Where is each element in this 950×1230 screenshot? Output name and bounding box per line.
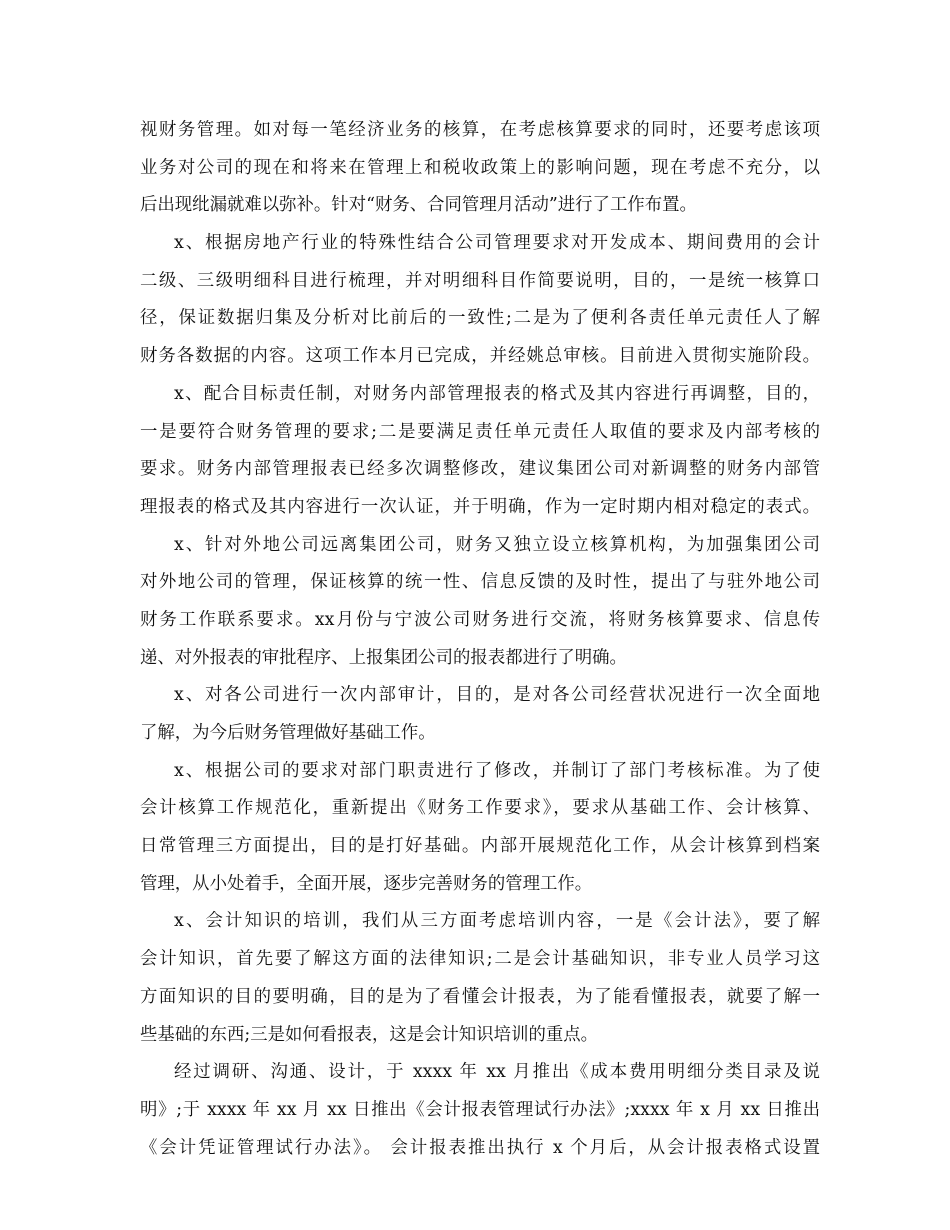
text-line: 些基础的东西;三是如何看报表，这是会计知识培训的重点。	[140, 1024, 599, 1045]
paragraph	[140, 677, 820, 752]
text-line: 方面知识的目的要明确，目的是为了看懂会计报表，为了能看懂报表，就要了解一	[140, 986, 820, 1007]
paragraph	[140, 903, 820, 1054]
text-line: 对外地公司的管理，保证核算的统一性、信息反馈的及时性，提出了与驻外地公司	[140, 572, 820, 593]
text-line: 径，保证数据归集及分析对比前后的一致性;二是为了便利各责任单元责任人了解	[140, 308, 820, 329]
text-line: 理报表的格式及其内容进行一次认证，并于明确，作为一定时期内相对稳定的表式。	[140, 496, 820, 517]
text-line: 《会计凭证管理试行办法》。 会计报表推出执行 x 个月后，从会计报表格式设置	[140, 1137, 820, 1158]
text-line: 财务工作联系要求。xx月份与宁波公司财务进行交流，将财务核算要求、信息传	[140, 609, 820, 630]
text-line: 经过调研、沟通、设计，于 xxxx 年 xx 月推出《成本费用明细分类目录及说	[174, 1062, 820, 1083]
paragraph	[140, 112, 820, 225]
text-line: 了解，为今后财务管理做好基础工作。	[140, 723, 436, 743]
text-line: 业务对公司的现在和将来在管理上和税收政策上的影响问题，现在考虑不充分，以	[140, 157, 820, 178]
text-line: x、对各公司进行一次内部审计，目的，是对各公司经营状况进行一次全面地	[174, 685, 820, 706]
text-line: 财务各数据的内容。这项工作本月已完成，并经姚总审核。目前进入贯彻实施阶段。	[140, 346, 820, 367]
text-line: 会计核算工作规范化，重新提出《财务工作要求》，要求从基础工作、会计核算、	[140, 798, 820, 819]
text-line: 明》;于 xxxx 年 xx 月 xx 日推出《会计报表管理试行办法》;xxxx 年 x 月 xx 日推出	[140, 1099, 820, 1120]
text-line: x、配合目标责任制，对财务内部管理报表的格式及其内容进行再调整，目的，	[174, 383, 820, 404]
text-line: 管理，从小处着手，全面开展，逐步完善财务的管理工作。	[140, 873, 593, 894]
text-line: 递、对外报表的审批程序、上报集团公司的报表都进行了明确。	[140, 647, 627, 668]
text-line: 视财务管理。如对每一笔经济业务的核算，在考虑核算要求的同时，还要考虑该项	[140, 120, 820, 140]
text-line: x、会计知识的培训，我们从三方面考虑培训内容，一是《会计法》，要了解	[174, 911, 820, 932]
paragraph	[140, 376, 820, 527]
text-line: 要求。财务内部管理报表已经多次调整修改，建议集团公司对新调整的财务内部管	[140, 459, 820, 480]
paragraph	[140, 1054, 820, 1167]
text-line: 会计知识，首先要了解这方面的法律知识;二是会计基础知识，非专业人员学习这	[140, 949, 820, 970]
text-line: x、根据公司的要求对部门职责进行了修改，并制订了部门考核标准。为了使	[174, 760, 820, 781]
text-line: x、根据房地产行业的特殊性结合公司管理要求对开发成本、期间费用的会计	[174, 233, 820, 254]
document-body	[140, 112, 820, 1167]
text-line: 日常管理三方面提出，目的是打好基础。内部开展规范化工作，从会计核算到档案	[140, 836, 820, 857]
text-line: 后出现纰漏就难以弥补。针对“财务、合同管理月活动”进行了工作布置。	[140, 195, 697, 216]
text-line: x、针对外地公司远离集团公司，财务又独立设立核算机构，为加强集团公司	[174, 534, 820, 555]
paragraph	[140, 753, 820, 904]
paragraph	[140, 527, 820, 678]
paragraph	[140, 225, 820, 376]
text-line: 一是要符合财务管理的要求;二是要满足责任单元责任人取值的要求及内部考核的	[140, 421, 820, 442]
text-line: 二级、三级明细科目进行梳理，并对明细科目作简要说明，目的，一是统一核算口	[140, 270, 820, 291]
